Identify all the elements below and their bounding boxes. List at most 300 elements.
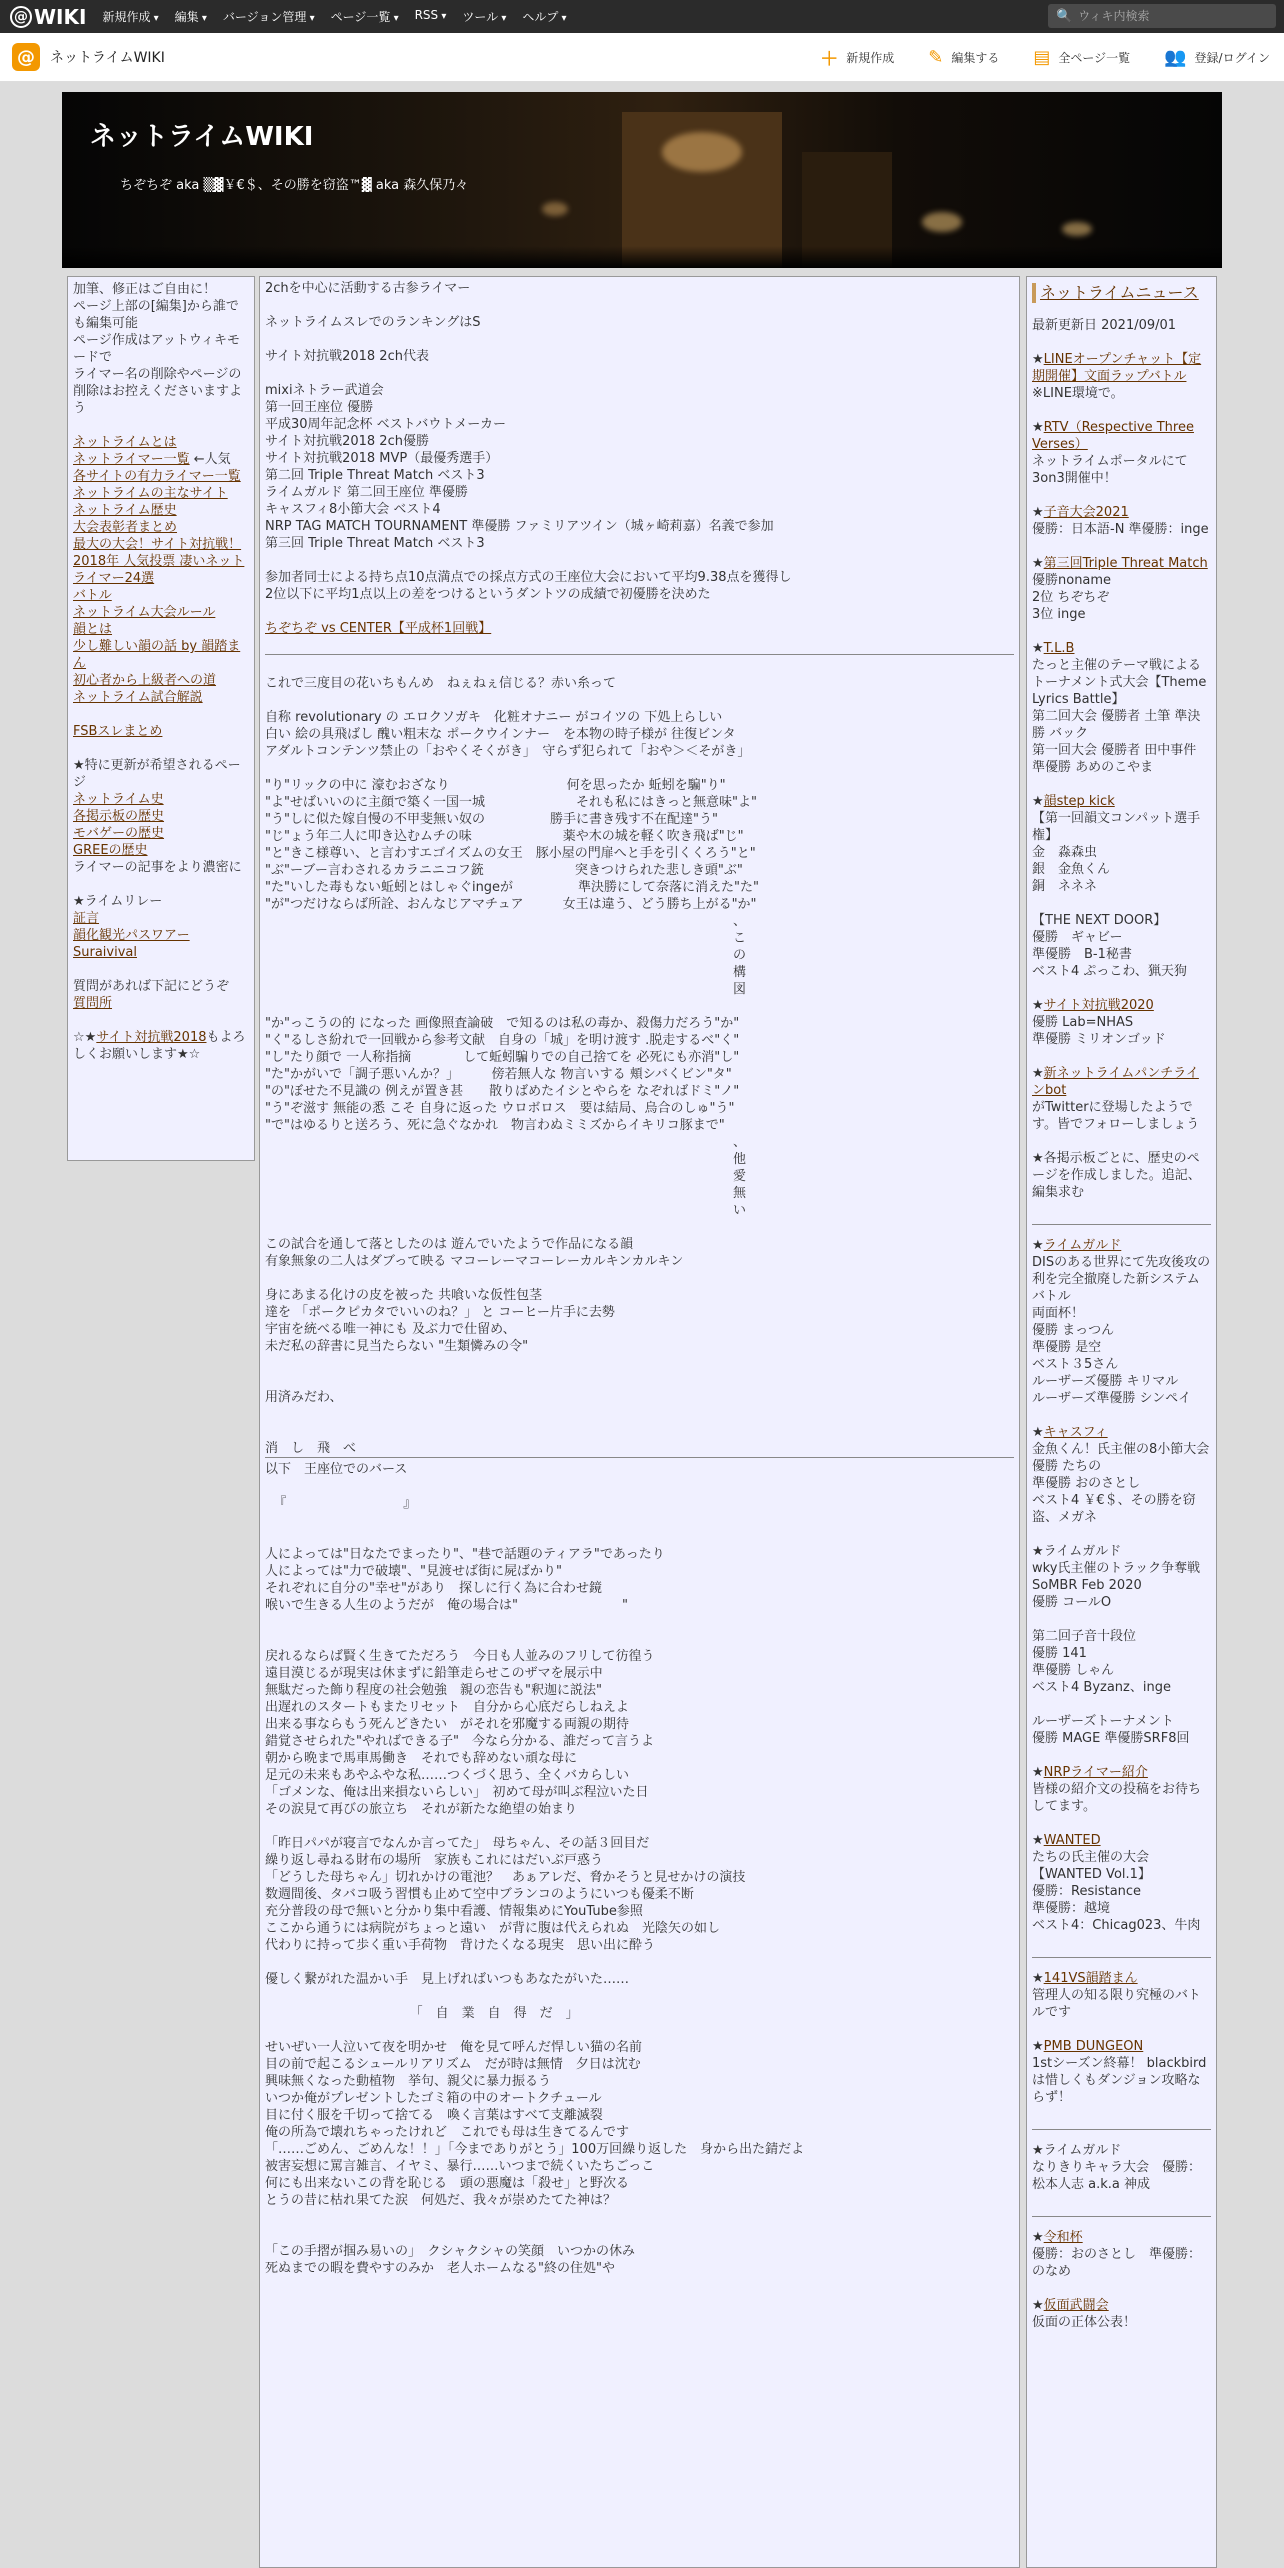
sidebar-link[interactable]: 大会表彰者まとめ [73,520,178,535]
sidebar-link-row [73,604,249,621]
spacer [265,365,1014,382]
verse-line: 数週間後、タバコ吸う習慣も止めて空中ブランコのようにいつも優柔不断 [265,1887,694,1902]
spacer [265,760,1014,777]
news-item-head [1032,555,1211,572]
news-text: ★ライムガルド [1032,1544,1122,1559]
spacer [265,998,1014,1015]
wanted-link[interactable]: ネットライム史 [73,792,164,807]
spacer [1032,1934,1211,1951]
verse-line: 宇宙を統べる唯一神にも 及ぶ力で仕留め、 [265,1322,516,1337]
relay-link[interactable]: 韻化観光パスワアー [73,928,190,943]
profile-line: NRP TAG MATCH TOURNAMENT 準優勝 ファミリアツイン（城ヶ崎莉嘉）名義で参加 [265,519,774,534]
spacer [1032,2021,1211,2038]
verse-line: これで三度目の花いちもんめ ねぇねぇ信じる？赤い糸って [265,676,617,691]
wanted-link[interactable]: GREEの歴史 [73,843,148,858]
news-text: wky氏主催のトラック争奪戦 [1032,1561,1201,1576]
divider [265,1457,1014,1458]
verse-line: アダルトコンテンツ禁止の「おやくそくがき」 守らず犯られて「おや＞＜そがき」 [265,744,751,759]
battle-link[interactable]: ちぞちぞ vs CENTER【平成杯1回戦】 [265,621,492,636]
profile-line: キャスフィ8小節大会 ベスト4 [265,502,441,517]
sidebar-link-row [73,672,249,689]
spacer [1032,1407,1211,1424]
closing-link[interactable]: サイト対抗戦2018 [96,1030,207,1045]
top-menu-item[interactable]: RSS ▾ [415,8,447,25]
spacer [1032,895,1211,912]
news-item [1032,504,1211,538]
news-item-head [1032,419,1211,453]
banner-subtitle: ちぞちぞ aka ▒▓￥€＄、その勝を窃盗™▓ aka 森久保乃々 [120,178,469,193]
spacer [1032,1815,1211,1832]
at-icon: @ [10,6,32,28]
verse-line: 無駄だった飾り程度の社会勉強 親の恋告も"釈迦に説法" [265,1683,602,1698]
closing-prefix: ☆★ [73,1030,97,1045]
left-sidebar [67,276,255,1161]
sidebar-link[interactable]: ネットライムとは [73,435,177,450]
news-link[interactable]: 令和杯 [1043,2230,1083,2245]
vertical-char: 無 [732,1186,746,1201]
spacer [265,1478,1014,1495]
fsb-link[interactable]: FSBスレまとめ [73,724,163,739]
edit-button[interactable]: ✎ 編集する [928,47,1000,68]
verse-line: 有象無象の二人はダブって映る マコーレーマコーレーカルキンカルキン [265,1254,684,1269]
top-menu-item[interactable]: ページ一覧 ▾ [331,8,399,25]
news-item [1032,2038,1211,2106]
news-text: ルーザーズ準優勝 シンペイ [1032,1391,1192,1406]
sidebar-text: ページ上部の[編集]から誰でも編集可能 [73,299,239,331]
vertical-char: 、 [732,914,746,929]
spacer [265,2226,1014,2243]
verse-line: "と"きこ様尊い、と言わすエゴイズムの女王 豚小屋の門扉へと手を引くくろう"と" [265,846,756,861]
spacer [1032,623,1211,640]
news-link[interactable]: 新ネットライムパンチラインbot [1032,1066,1199,1098]
sidebar-link[interactable]: 2018年 人気投票 凄いネットライマー24選 [73,554,245,586]
star-prefix: ★ [1032,1425,1044,1440]
verse-line: 繰り返し尋ねる財布の場所 家族もこれにはだいぶ戸惑う [265,1853,604,1868]
verse-line: "が"つだけならば所詮、おんなじアマチュア 女王は違う、どう勝ち上がる"か" [265,897,757,912]
spacer [1032,776,1211,793]
header-actions [786,33,1270,82]
news-text: 準優勝 ミリオンゴッド [1032,1032,1166,1047]
news-link[interactable]: PMB DUNGEON [1043,2039,1144,2054]
closing-note [73,1029,249,1063]
verse-line: 遠目漠じるが現実は休まずに鉛筆走らせこのザマを展示中 [265,1666,603,1681]
news-text: 優勝 コールO [1032,1595,1112,1610]
spacer [1032,2331,1211,2348]
star-prefix: ★ [1032,2230,1044,2245]
spacer [73,417,249,434]
star-prefix: ★ [1032,2298,1044,2313]
news-link[interactable]: 子音大会2021 [1043,505,1129,520]
section-quote: 「 自 業 自 得 だ 」 [265,2006,579,2021]
spacer [1032,538,1211,555]
question-note: 質問があれば下記にどうぞ [73,979,230,994]
sidebar-link[interactable]: 初心者から上級者への道 [73,673,217,688]
relay-link[interactable]: Suraivival [73,945,137,960]
news-item [1032,2229,1211,2280]
spacer [1032,1048,1211,1065]
sidebar-link-row [73,468,249,485]
news-item-head [1032,997,1211,1014]
verse-line: "よ"せばいいのに主顔で築く一国一城 それも私にはきっと無意味"よ" [265,795,757,810]
sidebar-link[interactable]: 韻とは [73,622,113,637]
news-link[interactable]: RTV（Respective Three Verses） [1032,420,1194,452]
news-item-head [1032,2229,1211,2246]
verse-line: 俺の所為で壊れちゃったけれど これでも母は生きてるんです [265,2125,630,2140]
sidebar-text: ライマー名の削除やページの削除はお控えくださいますよう [73,367,243,416]
news-item [1032,1970,1211,2021]
sidebar-link-row [73,536,249,553]
verse-line: 目に付く服を千切って捨てる 喚く言葉はすべて支離滅裂 [265,2108,603,2123]
top-menu-item[interactable]: ヘルプ ▾ [522,8,566,25]
news-text: DISのある世界にて先攻後攻の利を完全撤廃した新システムバトル [1032,1255,1211,1304]
verse-line: 「ゴメンな、俺は出来損ないらしい」 初めて母が叫ぶ程泣いた日 [265,1785,649,1800]
section-quote: 『 』 [265,1496,417,1511]
news-text: ベスト4：Chicag023、牛肉 [1032,1918,1201,1933]
document-icon: ▤ [1033,47,1051,68]
spacer [265,552,1014,569]
news-item [1032,997,1211,1048]
news-item [1032,1424,1211,1526]
verse-line: 白い 絵の具飛ばし 醜い粗末な ポークウインナー を本物の時子様が 往復ビンタ [265,727,736,742]
news-item-head [1032,1424,1211,1441]
verse-line: "し"たり顔で 一人称指摘 して蚯蚓騙りでの自己捨てを 必死にも亦消"し" [265,1050,740,1065]
verse-line: 人によっては"日なたでまったり"、"巷で話題のティアラ"であったり [265,1547,665,1562]
news-text: 第一回大会 優勝者 田中事件 準優勝 あめのこやま [1032,743,1197,775]
spacer [265,1406,1014,1423]
profile-line: 第三回 Triple Threat Match ベスト3 [265,536,485,551]
verse-line: その涙見て再びの旅立ち それが新たな絶望の始まり [265,1802,578,1817]
news-item-head [1032,504,1211,521]
verse-line: 朝から晩まで馬車馬働き それでも辞めない頑な母に [265,1751,578,1766]
banner-light [922,212,962,232]
sidebar-link[interactable]: ネットライム大会ルール [73,605,216,620]
spacer [265,331,1014,348]
top-menu-item[interactable]: バージョン管理 ▾ [223,8,315,25]
verse-line: "う"ぞ滋す 無能の悉 こそ 自身に返った ウロボロス 要は結局、烏合のしゅ"う" [265,1101,735,1116]
verse-line: 「この手摺が掴み易いの」 クシャクシャの笑顔 いつかの休み [265,2244,635,2259]
all-pages-button[interactable]: ▤ 全ページ一覧 [1033,47,1131,68]
sidebar-link[interactable]: ネットライム歴史 [73,503,177,518]
sidebar-link[interactable]: 最大の大会！サイト対抗戦！ [73,537,242,552]
spacer [1032,2106,1211,2123]
profile-line: 平成30周年記念杯 ベストバウトメーカー [265,417,507,432]
verse-line: 足元の未来もあやふやな私……つくづく思う、全くバカらしい [265,1768,630,1783]
news-text: ルーザーズトーナメント [1032,1714,1174,1729]
wanted-link[interactable]: 各掲示板の歴史 [73,809,165,824]
search-input[interactable] [1078,9,1258,23]
site-name[interactable]: ネットライムWIKI [50,50,165,66]
verse-line: 被害妄想に罵言雑言、イヤミ、暴行……いつまで続くいたちごっこ [265,2159,655,2174]
sidebar-link-row [73,434,249,451]
news-text: 1stシーズン終幕！ blackbirdは惜しくもダンジョン攻略ならず！ [1032,2056,1207,2105]
news-item [1032,1543,1211,1747]
news-text: 金魚くん！氏主催の8小節大会 [1032,1442,1210,1457]
spacer [1032,402,1211,419]
profile-line: 2位以下に平均1点以上の差をつけるというダントツの成績で初優勝を決めた [265,587,711,602]
site-header [0,33,1284,82]
vertical-char: い [732,1203,746,1218]
sidebar-link-row [73,451,249,468]
sidebar-link[interactable]: ネットライマー一覧 [73,452,190,467]
news-text: ネットライムポータルにて3on3開催中！ [1032,454,1188,486]
right-sidebar [1026,276,1217,2568]
spacer [265,1423,1014,1440]
verse-line: "ぶ"ーブー言わされるカラニニコフ銃 突きつけられた悲しき頭"ぶ" [265,863,743,878]
site-banner [62,92,1222,268]
spacer [1032,2280,1211,2297]
news-text: 管理人の知る限り究極のバトルです [1032,1988,1201,2020]
profile-line: mixiネトラー武道会 [265,383,384,398]
sidebar-link-row [73,638,249,672]
top-menu-item[interactable]: 編集 ▾ [175,8,207,25]
verse-line: いつか俺がプレゼントしたゴミ箱の中のオートクチュール [265,2091,602,2106]
verse-line: この試合を通して落としたのは 遊んでいたようで作品になる韻 [265,1237,634,1252]
news-text: 優勝 MAGE 準優勝SRF8回 [1032,1731,1190,1746]
news-item [1032,2142,1211,2193]
news-text: 優勝：おのさとし 準優勝：のなめ [1032,2247,1202,2279]
sidebar-link[interactable]: 少し難しい韻の話 by 韻踏まん [73,639,241,671]
site-logo[interactable] [12,43,165,71]
divider [1032,1224,1211,1225]
news-text: ★各掲示板ごとに、歴史のページを作成しました。追記、編集求む [1032,1151,1201,1200]
vertical-char: 愛 [732,1169,746,1184]
profile-line: 第二回 Triple Threat Match ベスト3 [265,468,485,483]
verse-line: 代わりに持って歩く重い手荷物 背けたくなる現実 思い出に酔う [265,1938,656,1953]
section-title: 以下 王座位でのバース [265,1462,408,1477]
divider [1032,2129,1211,2130]
news-link[interactable]: 第三回Triple Threat Match [1043,556,1208,571]
star-prefix: ★ [1032,2039,1044,2054]
divider [1032,1957,1211,1958]
top-menu-item[interactable]: ツール ▾ [462,8,506,25]
sidebar-link-row [73,519,249,536]
profile-line: サイト対抗戦2018 2ch代表 [265,349,429,364]
profile-line: ネットライムスレでのランキングはS [265,315,481,330]
relay-link[interactable]: 証言 [73,911,100,926]
news-link[interactable]: ライムガルド [1043,1238,1122,1253]
verse-line: ここから通うには病院がちょっと遠い が背に腹は代えられぬ 光陰矢の如し [265,1921,721,1936]
verse-line: 未だ私の辞書に見当たらない "生類憐みの令" [265,1339,529,1354]
spacer [1032,980,1211,997]
news-text: 仮面の正体公表！ [1032,2315,1137,2330]
verse-line: 達を 「ポークピカタでいいのね？」 と コーヒー片手に去勢 [265,1305,615,1320]
vertical-char: の [732,948,746,963]
news-item [1032,351,1211,402]
sidebar-link[interactable]: ネットライムの主なサイト [73,486,228,501]
news-item [1032,1237,1211,1407]
news-text: たっと主催のテーマ戦によるトーナメント式大会【Theme Lyrics Battle】 [1032,658,1207,707]
news-text: 皆様の紹介文の投稿をお待ちしてます。 [1032,1782,1202,1814]
news-text: 優勝：日本語-N 準優勝：inge [1032,522,1209,537]
vertical-char: 、 [732,1135,746,1150]
news-item-head [1032,793,1211,810]
verse-line: "く"るしさ紛れで一回戦から参考文献 自身の「城」を明け渡す .脱走するべ"く" [265,1033,740,1048]
news-link[interactable]: NRPライマー紹介 [1043,1765,1148,1780]
news-text: 準優勝 しゃん [1032,1663,1115,1678]
news-link[interactable]: 韻step kick [1043,794,1115,809]
news-text: 優勝 141 [1032,1646,1087,1661]
verse-line: "か"っこうの的 になった 画像照査論破 で知るのは私の毒か、殺傷力だろう"か" [265,1016,740,1031]
news-item-head [1032,2038,1211,2055]
news-link[interactable]: サイト対抗戦2020 [1043,998,1154,1013]
spacer [265,692,1014,709]
verse-line: 喉いで生きる人生のようだが 俺の場合は" " [265,1598,628,1613]
news-text: なりきりキャラ大会 優勝：松本人志 a.k.a 神成 [1032,2160,1202,2192]
spacer [1032,1696,1211,1713]
star-prefix: ★ [1032,1238,1044,1253]
new-page-button[interactable]: ＋ 新規作成 [820,45,894,71]
spacer [265,637,1014,654]
star-prefix: ★ [1032,641,1044,656]
spacer [73,1012,249,1029]
spacer [265,658,1014,675]
spacer [265,1219,1014,1236]
relay-heading: ★ライムリレー [73,894,163,909]
banner-title: ネットライムWIKI [90,122,314,152]
site-icon: @ [12,43,40,71]
news-link[interactable]: 141VS韻踏まん [1043,1971,1138,1986]
news-text: ※LINE環境で。 [1032,386,1124,401]
verse-line: "の"ぼせた不見識の 例えが置き甚 散りばめたイシとやらを なぞればドミ"ノ" [265,1084,740,1099]
verse-line: 「……ごめん、ごめんな！！」「今までありがとう」100万回繰り返した 身から出た錆だよ [265,2142,805,2157]
verse-line: 錯覚させられた"やればできる子" 今なら分かる、誰だって言うよ [265,1734,654,1749]
verse-line: "た"いした毒もない蚯蚓とはしゃぐingeが 準決勝にして奈落に消えた"た" [265,880,760,895]
news-item [1032,640,1211,776]
sidebar-link[interactable]: ネットライム試合解説 [73,690,203,705]
verse-line: 興味無くなった動植物 挙句、親父に暴力振るう [265,2074,552,2089]
sidebar-link-row [73,485,249,502]
news-text: 第二回子音十段位 [1032,1629,1137,1644]
wanted-link[interactable]: モバゲーの歴史 [73,826,165,841]
wanted-heading: ★特に更新が希望されるページ [73,758,241,790]
news-text: 両面杯！ [1032,1306,1085,1321]
news-text: ルーザーズ優勝 キリマル [1032,1374,1179,1389]
sidebar-link[interactable]: 各サイトの有力ライマー一覧 [73,469,241,484]
spacer [265,1372,1014,1389]
spacer [1032,1201,1211,1218]
spacer [265,1355,1014,1372]
verse-line: 「昨日パパが寝言でなんか言ってた」 母ちゃん、その話３回目だ [265,1836,650,1851]
profile-line: ライムガルド 第二回王座位 準優勝 [265,485,468,500]
spacer [265,1512,1014,1529]
atwiki-logo[interactable]: @ WIKI [10,5,86,29]
wanted-note: ライマーの記事をより濃密に [73,860,242,875]
verse-line: 「どうした母ちゃん」切れかけの電池？ あぁアレだ、脅かそうと見せかけの演技 [265,1870,746,1885]
updated-date: 最新更新日 2021/09/01 [1032,318,1177,333]
news-text: ベスト4 Byzanz、inge [1032,1680,1171,1695]
banner-light [542,202,568,216]
banner-light [1062,222,1092,236]
spacer [1032,1133,1211,1150]
news-link[interactable]: WANTED [1043,1833,1101,1848]
news-text: ★ライムガルド [1032,2143,1122,2158]
banner-shade [62,246,1222,268]
news-link[interactable]: T.L.B [1043,641,1075,656]
verse-line: "う"しに似た嫁自慢の不甲斐無い奴の 勝手に書き残す不在配達"う" [265,812,718,827]
news-text: 第二回大会 優勝者 土筆 準決勝 バック [1032,709,1201,741]
banner-light [662,132,742,172]
news-item [1032,555,1211,623]
sidebar-text: ページ作成はアットウィキモードで [73,333,241,365]
spacer [73,876,249,893]
popular-note: ←人気 [189,452,231,467]
spacer [265,297,1014,314]
top-navbar [0,0,1284,33]
spacer [265,1818,1014,1835]
spacer [73,740,249,757]
search-box[interactable] [1048,4,1276,28]
verse-line: 人によっては"力で破壊"、"見渡せば街に屍ばかり" [265,1564,562,1579]
profile-line: サイト対抗戦2018 MVP（最優秀選手） [265,451,499,466]
star-prefix: ★ [1032,794,1044,809]
news-text: がTwitterに登場したようです。皆でフォローしましょう [1032,1100,1200,1132]
user-add-icon: 👥 [1164,47,1187,68]
spacer [265,603,1014,620]
sidebar-link-row [73,689,249,706]
profile-line: 第一回王座位 優勝 [265,400,374,415]
sidebar-link[interactable]: バトル [73,588,112,603]
news-item [1032,1832,1211,1934]
news-link[interactable]: LINEオープンチャット【定期開催】文面ラップバトル [1032,352,1202,384]
news-link[interactable]: 仮面武闘会 [1043,2298,1109,2313]
verse-line: 自称 revolutionary の エロクソガキ 化粧オナニー がコイツの 下処上らしい [265,710,723,725]
news-text: 準優勝 おのさとし [1032,1476,1141,1491]
news-item-head [1032,2297,1211,2314]
divider [265,654,1014,655]
news-item [1032,1764,1211,1815]
question-link[interactable]: 質問所 [73,996,113,1011]
verse-line: 身にあまる化けの皮を被った 共喰いな仮性包茎 [265,1288,543,1303]
news-text: 2位 ちぞちぞ [1032,590,1110,605]
spacer [265,1529,1014,1546]
news-text: 優勝 Lab=NHAS [1032,1015,1134,1030]
plus-icon: ＋ [820,48,839,70]
spacer [1032,487,1211,504]
spacer [265,1270,1014,1287]
vertical-char: 構 [732,965,746,980]
sidebar-text: 加筆、修正はご自由に！ [73,282,217,297]
news-text: 3位 inge [1032,607,1086,622]
verse-line: せいぜい一人泣いて夜を明かせ 俺を見て呼んだ悍しい猫の名前 [265,2040,643,2055]
spacer [265,1954,1014,1971]
verse-line: "で"はゆるりと送ろう、死に急ぐなかれ 物言わぬミミズからイキリコ豚まで" [265,1118,725,1133]
closing-suffix: もよろしくお願いします★☆ [73,1030,246,1062]
news-item-head [1032,351,1211,385]
verse-line: 消 し 飛 べ [265,1441,357,1456]
star-prefix: ★ [1032,1765,1044,1780]
spacer [265,2022,1014,2039]
news-link[interactable]: キャスフィ [1043,1425,1108,1440]
vertical-char: 他 [732,1152,746,1167]
login-button[interactable]: 👥 登録/ログイン [1164,47,1270,68]
divider [1032,2216,1211,2217]
news-text: 優勝 たちの [1032,1459,1102,1474]
news-title[interactable]: ネットライムニュース [1032,283,1211,303]
verse-line: 死ぬまでの暇を費やすのみか 老人ホームなる"終の住処"や [265,2261,615,2276]
verse-line: "じ"ょう年二人に叩き込むムチの味 薬や木の城を軽く吹き飛ば"じ" [265,829,744,844]
top-menu-item[interactable]: 新規作成 ▾ [102,8,158,25]
profile-line: 参加者同士による持ち点10点満点での採点方式の王座位大会において平均9.38点を獲得し [265,570,792,585]
spacer [265,1614,1014,1631]
news-item-head [1032,1832,1211,1849]
news-text: ベスト4 ぷっこわ、猟天狗 [1032,964,1187,979]
spacer [265,2209,1014,2226]
spacer [1032,1526,1211,1543]
news-item-head [1032,1065,1211,1099]
news-text: 【WANTED Vol.1】 [1032,1867,1151,1882]
news-item [1032,419,1211,487]
sidebar-link-row [73,621,249,638]
